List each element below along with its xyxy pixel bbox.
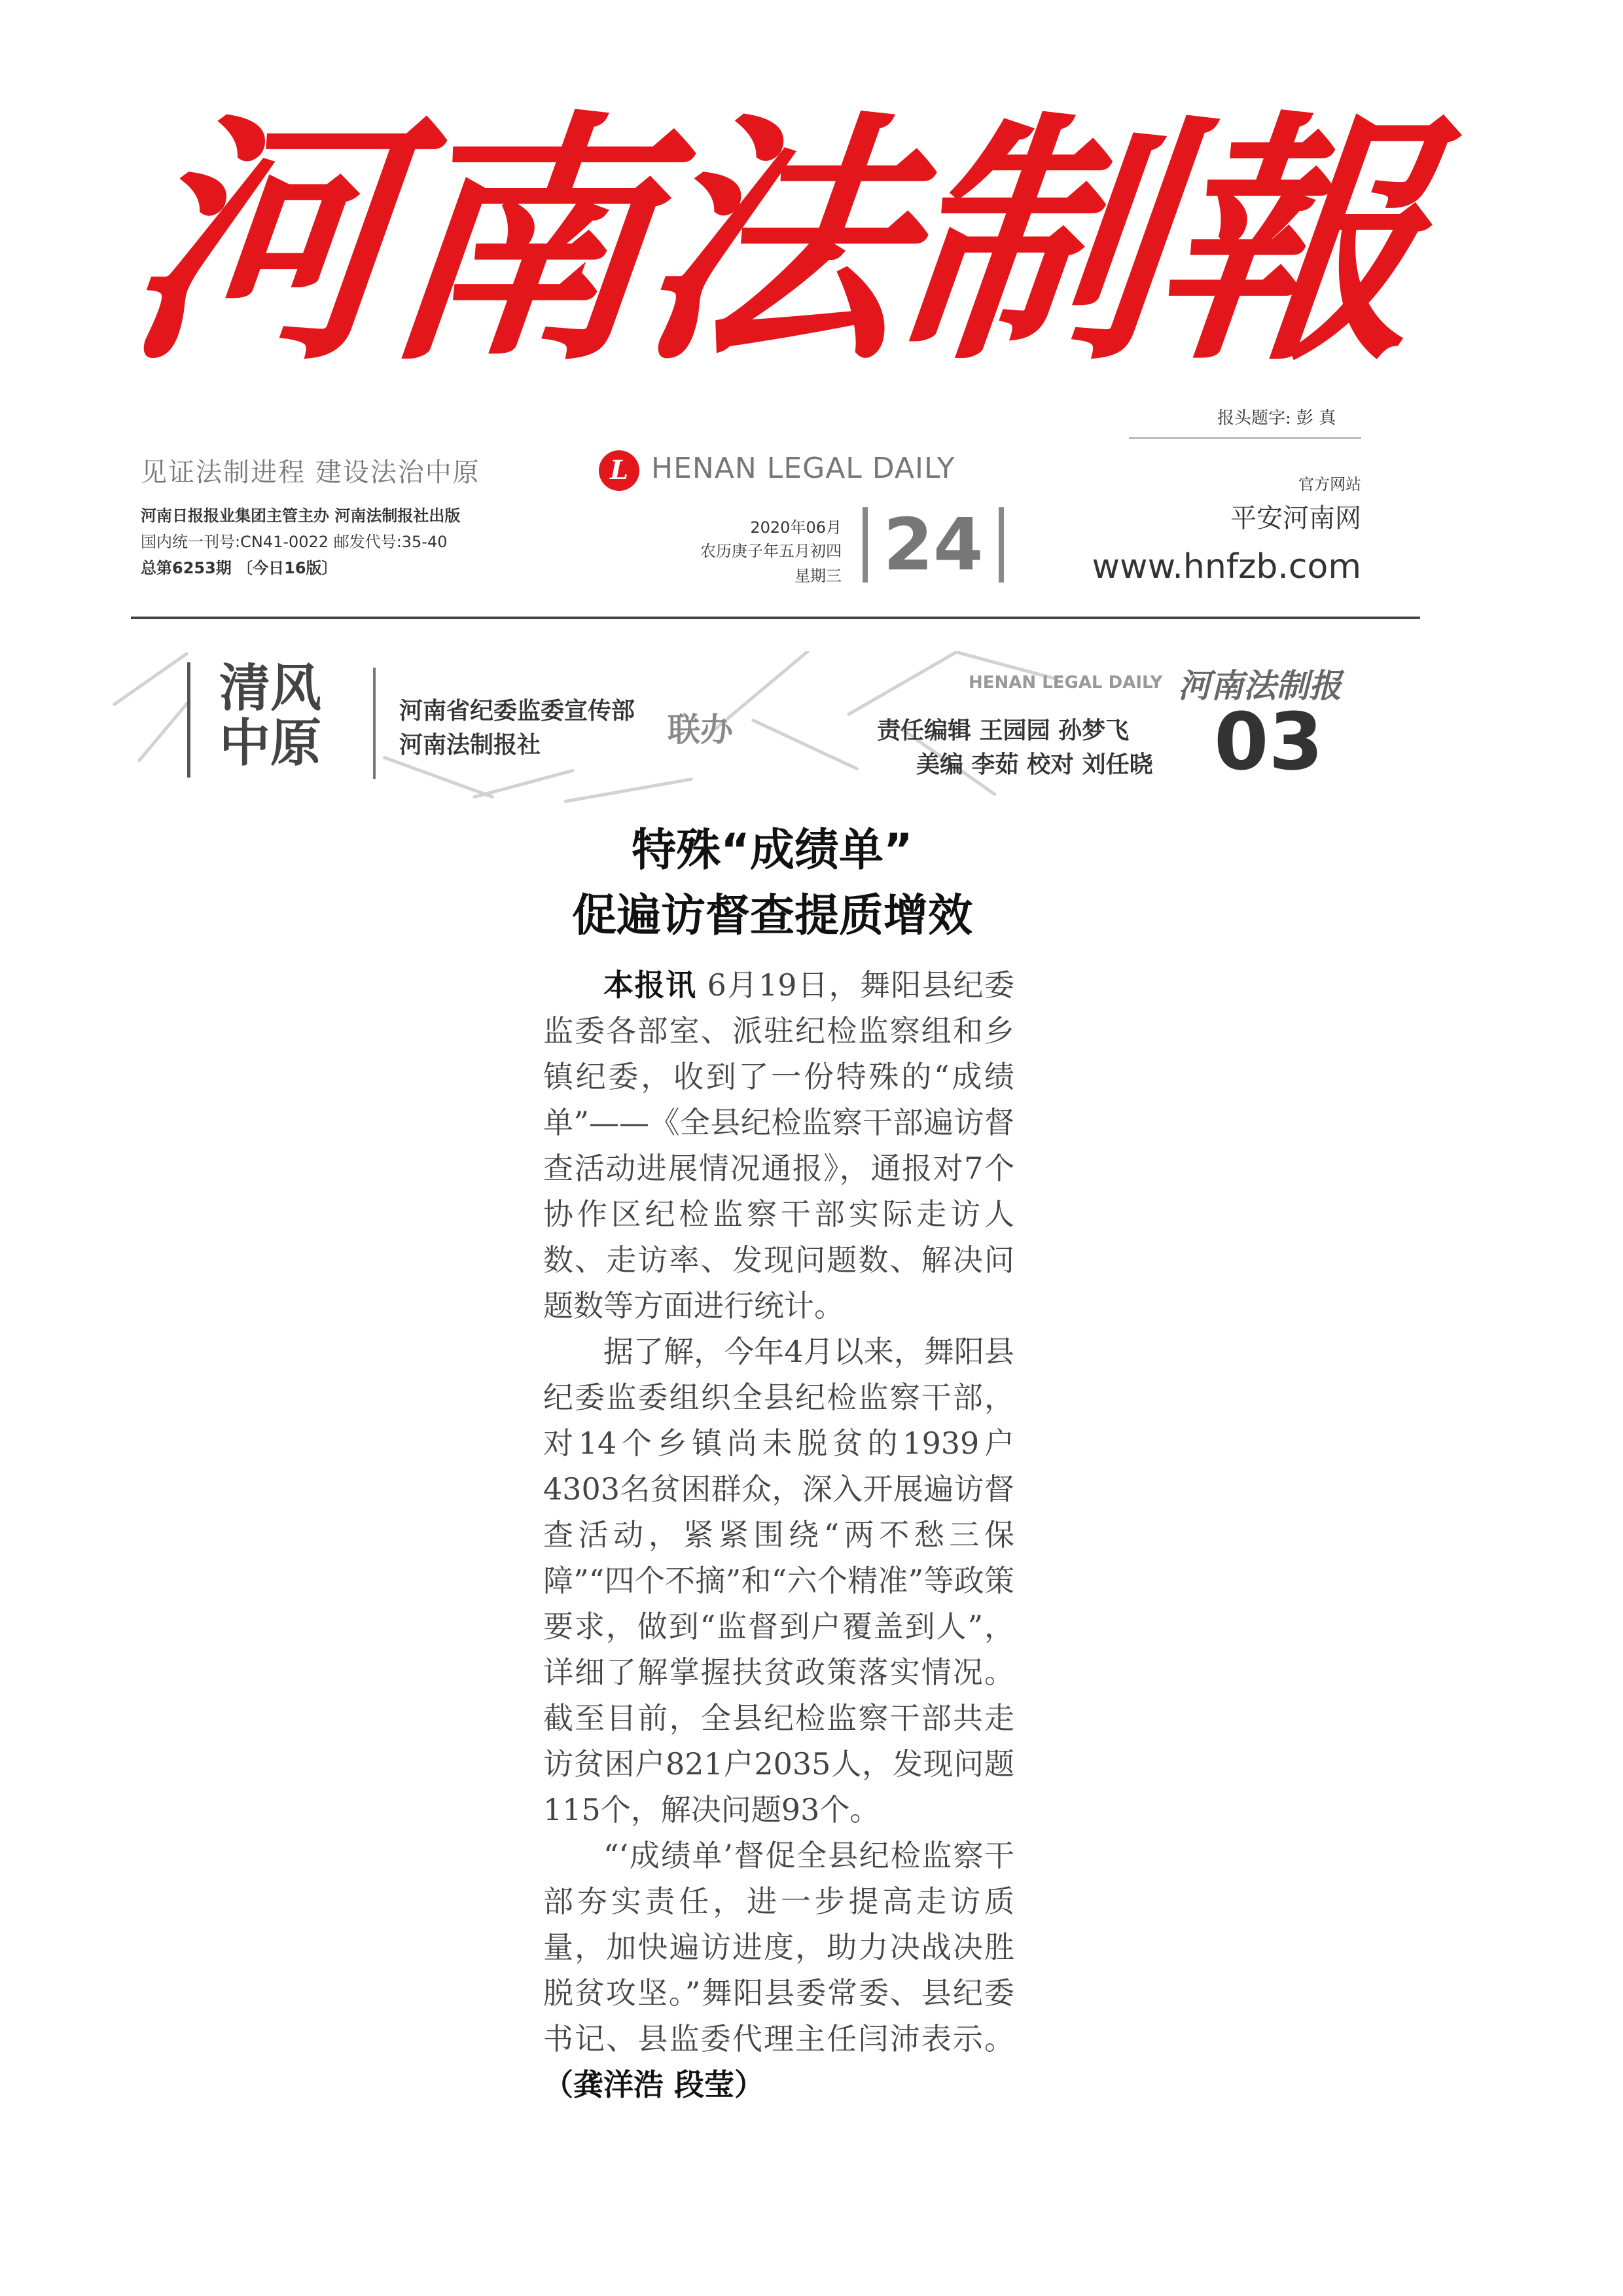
- band-english-name: HENAN LEGAL DAILY: [969, 673, 1163, 692]
- article-headline: 特殊“成绩单”: [632, 825, 913, 876]
- article-subheadline: 促遍访督查提质增效: [571, 890, 972, 942]
- lead-tag: 本报讯: [603, 967, 697, 1003]
- lunar-date: 农历庚子年五月初四: [700, 542, 842, 560]
- article-paragraph: [543, 1833, 1014, 2108]
- column-divider: [373, 668, 376, 779]
- website-url[interactable]: www.hnfzb.com: [1092, 547, 1361, 586]
- english-name: HENAN LEGAL DAILY: [651, 452, 955, 485]
- joint-label: 联办: [668, 711, 733, 749]
- page-number: 03: [1214, 697, 1323, 788]
- paragraph-text: “‘成绩单’督促全县纪检监察干部夯实责任，进一步提高走访质量，加快遍访进度，助力决战决胜脱贫攻坚。”舞阳县委常委、县纪委书记、县监委代理主任闫沛表示。: [543, 1838, 1014, 2056]
- weekday: 星期三: [794, 567, 842, 585]
- article-body: [543, 962, 1014, 2108]
- brand-logo-icon: L: [599, 450, 639, 491]
- column-divider: [187, 662, 190, 778]
- header-rule: [131, 617, 1420, 619]
- column-title: 清风中原: [219, 659, 322, 773]
- byline: （龚洋浩 段莹）: [543, 2067, 765, 2102]
- issue-total: 总第6253期 〔今日16版〕: [141, 559, 338, 577]
- website-label: 官方网站: [1298, 475, 1361, 493]
- publish-date: 2020年06月: [750, 518, 842, 537]
- registration-info: 国内统一刊号:CN41-0022 邮发代号:35-40: [141, 533, 448, 551]
- day-number: 24: [863, 507, 1004, 583]
- publisher-info: 河南日报报业集团主管主办 河南法制报社出版: [141, 507, 461, 525]
- article-paragraph: [543, 962, 1014, 1329]
- organizer: 河南省纪委监委宣传部: [399, 698, 635, 725]
- band-logo: 河南法制报: [1178, 666, 1342, 705]
- editors-credit: 责任编辑 王园园 孙梦飞: [877, 717, 1130, 744]
- organizer: 河南法制报社: [399, 732, 541, 759]
- paragraph-text: 6月19日，舞阳县纪委监委各部室、派驻纪检监察组和乡镇纪委，收到了一份特殊的“成绩单”——《全县纪检监察干部遍访督查活动进展情况通报》，通报对7个协作区纪检监察干部实际走访人数、走访率、发现问题数、解决问题数等方面进行统计。: [543, 967, 1014, 1323]
- website-name: 平安河南网: [1230, 503, 1361, 533]
- newspaper-title-logo: 河南法制報: [115, 88, 1430, 396]
- calligrapher-credit: 报头题字: 彭 真: [1217, 408, 1336, 428]
- article-paragraph: 据了解，今年4月以来，舞阳县纪委监委组织全县纪检监察干部，对14个乡镇尚未脱贫的1939户4303名贫困群众，深入开展遍访督查活动，紧紧围绕“两不愁三保障”“四个不摘”和“六个精准”等政策要求，做到“监督到户覆盖到人”，详细了解掌握扶贫政策落实情况。截至目前，全县纪检监察干部共走访贫困户821户2035人，发现问题115个，解决问题93个。: [543, 1334, 1014, 1827]
- slogan: 见证法制进程 建设法治中原: [141, 457, 480, 488]
- masthead-divider: [1129, 437, 1361, 439]
- design-proof-credit: 美编 李茹 校对 刘任晓: [916, 751, 1153, 778]
